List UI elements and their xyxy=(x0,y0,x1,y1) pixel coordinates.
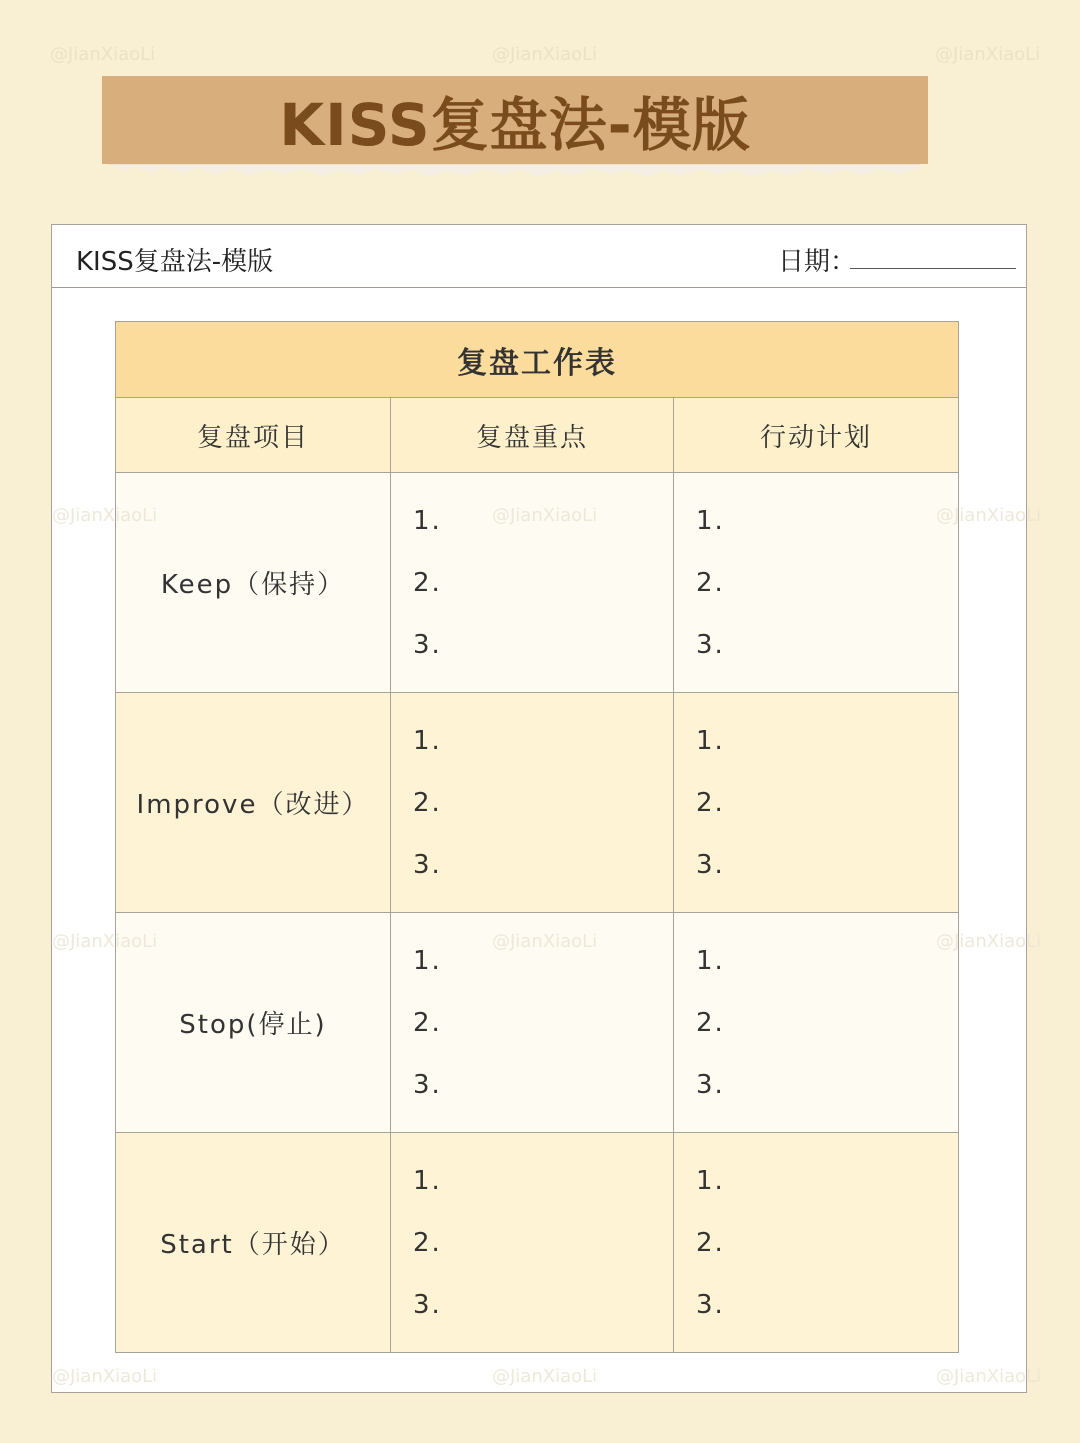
header-review-focus: 复盘重点 xyxy=(391,398,674,473)
list-number: 2. xyxy=(413,1227,442,1258)
list-number: 3. xyxy=(696,849,725,880)
watermark: @JianXiaoLi xyxy=(936,505,1042,526)
list-number: 2. xyxy=(696,1007,725,1038)
list-number: 2. xyxy=(696,567,725,598)
watermark: @JianXiaoLi xyxy=(52,931,158,952)
watermark: @JianXiaoLi xyxy=(492,505,598,526)
watermark: @JianXiaoLi xyxy=(50,44,156,65)
watermark: @JianXiaoLi xyxy=(52,505,158,526)
title-banner xyxy=(102,76,928,164)
list-number: 3. xyxy=(413,1069,442,1100)
watermark: @JianXiaoLi xyxy=(52,1366,158,1387)
list-number: 3. xyxy=(413,629,442,660)
list-number: 1. xyxy=(696,505,725,536)
row-item-keep: Keep（保持） xyxy=(116,473,391,693)
header-review-item: 复盘项目 xyxy=(116,398,391,473)
table-row-start xyxy=(116,1133,959,1353)
list-number: 1. xyxy=(696,1165,725,1196)
watermark: @JianXiaoLi xyxy=(936,931,1042,952)
row-item-start: Start（开始） xyxy=(116,1133,391,1353)
list-number: 1. xyxy=(696,725,725,756)
table-row-stop xyxy=(116,913,959,1133)
plan-cell[interactable] xyxy=(674,473,959,693)
list-number: 1. xyxy=(413,505,442,536)
table-header-row xyxy=(116,398,959,473)
header-action-plan: 行动计划 xyxy=(674,398,959,473)
list-number: 3. xyxy=(413,1289,442,1320)
list-number: 2. xyxy=(413,787,442,818)
row-item-stop: Stop(停止) xyxy=(116,913,391,1133)
table-caption: 复盘工作表 xyxy=(116,322,959,398)
sheet-title: KISS复盘法-模版 xyxy=(76,247,274,277)
list-number: 1. xyxy=(696,945,725,976)
table-row-improve xyxy=(116,693,959,913)
focus-cell[interactable] xyxy=(391,1133,674,1353)
list-number: 2. xyxy=(696,1227,725,1258)
list-number: 1. xyxy=(413,725,442,756)
list-number: 3. xyxy=(696,1069,725,1100)
list-number: 1. xyxy=(413,945,442,976)
list-number: 3. xyxy=(696,629,725,660)
plan-cell[interactable] xyxy=(674,1133,959,1353)
sheet-header xyxy=(52,225,1026,288)
list-number: 3. xyxy=(413,849,442,880)
watermark: @JianXiaoLi xyxy=(492,931,598,952)
watermark: @JianXiaoLi xyxy=(492,1366,598,1387)
list-number: 2. xyxy=(696,787,725,818)
list-number: 2. xyxy=(413,1007,442,1038)
date-label: 日期： xyxy=(778,247,857,277)
focus-cell[interactable] xyxy=(391,473,674,693)
row-item-improve: Improve（改进） xyxy=(116,693,391,913)
watermark: @JianXiaoLi xyxy=(492,44,598,65)
list-number: 2. xyxy=(413,567,442,598)
banner-title: KISS复盘法-模版 xyxy=(279,91,751,159)
table-row-keep xyxy=(116,473,959,693)
date-field-line[interactable] xyxy=(850,268,1016,269)
focus-cell[interactable] xyxy=(391,693,674,913)
watermark: @JianXiaoLi xyxy=(936,1366,1042,1387)
plan-cell[interactable] xyxy=(674,913,959,1133)
watermark: @JianXiaoLi xyxy=(935,44,1041,65)
plan-cell[interactable] xyxy=(674,693,959,913)
list-number: 3. xyxy=(696,1289,725,1320)
focus-cell[interactable] xyxy=(391,913,674,1133)
review-worksheet-table xyxy=(115,321,959,1353)
list-number: 1. xyxy=(413,1165,442,1196)
